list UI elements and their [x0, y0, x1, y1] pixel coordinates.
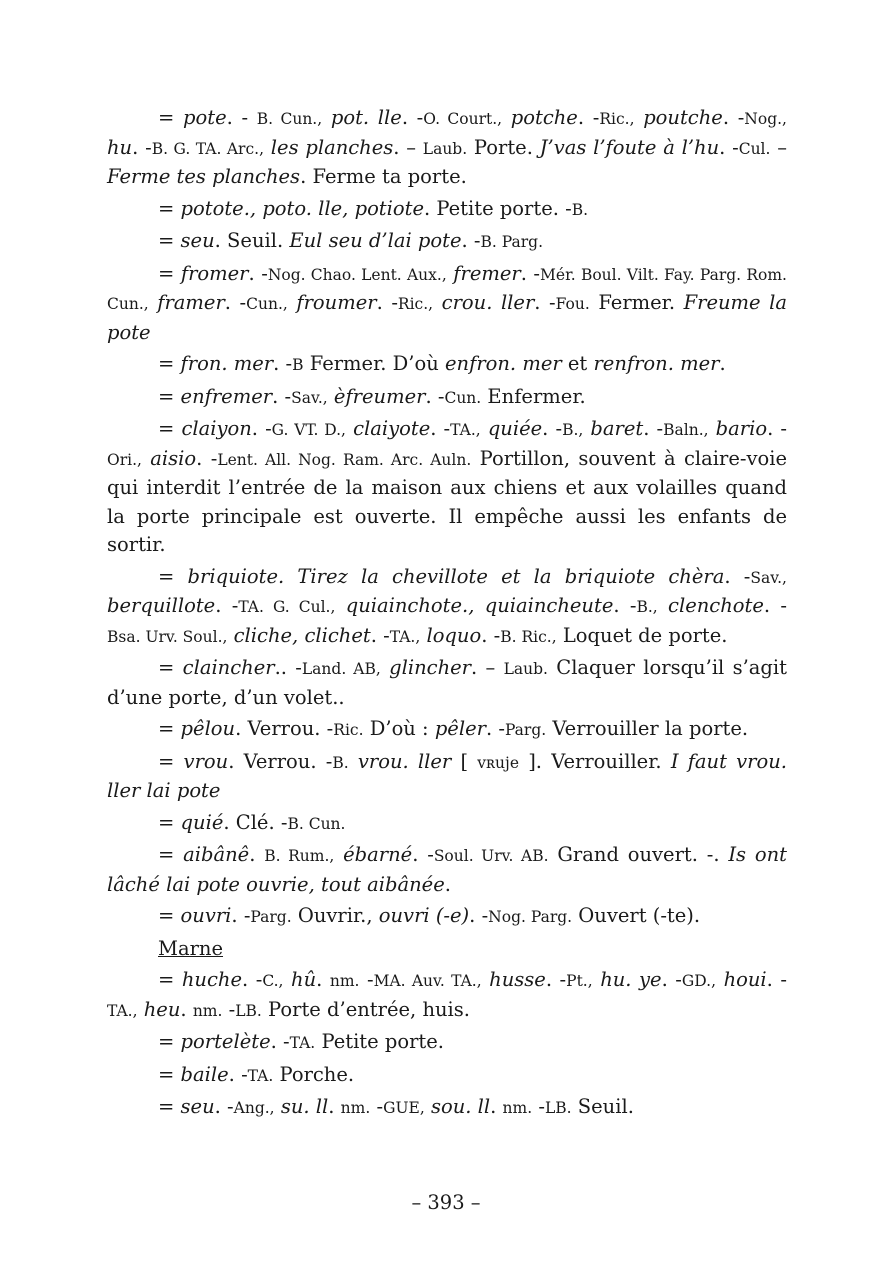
entry-text	[334, 843, 343, 866]
dialect-form: Freume la pote	[107, 291, 787, 344]
dictionary-entry	[107, 654, 787, 712]
locality-abbrev: B. G. TA. Arc.,	[151, 139, 265, 158]
entry-text: . -	[724, 564, 751, 588]
entry-text: .	[328, 1095, 341, 1118]
locality-abbrev: Bsa. Urv. Soul.,	[107, 627, 228, 646]
entry-text	[381, 656, 389, 679]
dialect-form: vrou	[183, 749, 229, 773]
locality-abbrev: TA.,	[389, 627, 421, 646]
dialect-form: loquo	[426, 623, 482, 647]
dialect-form: framer	[157, 291, 225, 314]
locality-abbrev: B. Parg.	[480, 233, 543, 251]
dialect-form: les planches	[270, 135, 394, 159]
entry-text: . -	[763, 594, 787, 617]
entry-text	[502, 106, 511, 129]
dialect-form: berquillote	[107, 594, 216, 617]
dialect-form: bario	[715, 417, 768, 440]
entry-text: . -	[226, 106, 257, 129]
dialect-form: quiée	[487, 417, 543, 440]
locality-abbrev: TA.	[289, 1034, 316, 1052]
entry-text: =	[158, 656, 183, 679]
locality-abbrev: O. Court.,	[423, 110, 503, 128]
dialect-form: hu	[107, 135, 133, 159]
dialect-form: pot. lle	[330, 106, 402, 129]
locality-abbrev: B.	[571, 200, 589, 219]
entry-text: . -	[461, 229, 481, 252]
entry-text: Claquer lorsqu’il s’agit d’une porte, d’un volet..	[107, 656, 787, 709]
entry-text: . –	[471, 656, 504, 679]
dictionary-entry	[107, 1061, 787, 1091]
locality-abbrev: B. Rum.,	[264, 847, 335, 865]
dialect-form: crou. ller	[441, 291, 535, 314]
entry-text: =	[158, 196, 181, 220]
locality-abbrev: Baln.,	[663, 421, 709, 439]
entry-text: . -	[661, 968, 682, 991]
dialect-form: enfron. mer	[445, 352, 562, 375]
dictionary-entry	[107, 260, 787, 348]
dialect-form: sou. ll	[430, 1095, 491, 1118]
dialect-form: renfron. mer	[593, 352, 720, 375]
locality-abbrev: Laub.	[503, 660, 548, 678]
locality-abbrev: Cul.	[738, 139, 771, 158]
dialect-form: ouvri (-e)	[378, 904, 470, 927]
entry-text: . -	[215, 594, 239, 617]
locality-abbrev: Land. AB,	[301, 660, 381, 678]
locality-abbrev: GD.,	[681, 972, 717, 990]
dialect-form: claiyote	[353, 417, 431, 440]
locality-abbrev: Mér. Boul. Vilt. Fay. Parg. Rom. Cun.,	[107, 265, 787, 313]
entry-text: . -	[273, 352, 293, 375]
entry-text: . -	[542, 417, 563, 440]
entry-text: Portillon, souvent à claire-voie qui interdit l’entrée de la maison aux chiens et aux volailles quand la porte principale est ouverte. Il empêche aussi les enfants de sortir.	[107, 446, 788, 556]
locality-abbrev: Pt.,	[566, 972, 593, 990]
dictionary-entry	[107, 415, 787, 560]
dictionary-entry	[107, 715, 787, 745]
entry-text: . -	[248, 261, 268, 285]
entry-text: -	[222, 997, 236, 1021]
locality-abbrev: Ang.,	[233, 1099, 275, 1117]
locality-abbrev: C.,	[262, 972, 284, 990]
dialect-form: briquiote. Tirez la chevillote et la briquiote chèra	[187, 564, 725, 588]
locality-abbrev: MA. Auv. TA.,	[373, 972, 482, 990]
entry-text: . -	[577, 106, 600, 129]
entry-text: . Verrou. -	[228, 749, 333, 773]
locality-abbrev: Ric.,	[397, 295, 434, 313]
dialect-form: vrou. ller	[357, 749, 452, 773]
dialect-form: poutche	[643, 106, 723, 129]
locality-abbrev: Sav.,	[750, 568, 787, 587]
dialect-form: portelète	[180, 1030, 271, 1053]
locality-abbrev: B.,	[636, 598, 658, 616]
entry-text: . -	[469, 904, 489, 927]
dictionary-entry	[107, 748, 787, 806]
locality-abbrev: vʀuje	[477, 753, 519, 772]
entry-text: Ouvert (-te).	[572, 904, 701, 927]
locality-abbrev: B.	[332, 753, 349, 772]
entry-text: =	[158, 261, 181, 285]
dialect-form: aibânê	[183, 843, 250, 866]
dictionary-entry	[107, 227, 787, 257]
dialect-form: baile	[180, 1062, 229, 1086]
entry-text: . -	[485, 717, 505, 740]
entry-text	[635, 106, 644, 129]
entry-text	[149, 291, 158, 314]
entry-text: . -	[722, 106, 745, 129]
entry-text: Ouvrir.,	[291, 904, 379, 927]
entry-text	[283, 968, 291, 991]
entry-text: et	[561, 352, 594, 375]
page-number: – 393 –	[411, 1191, 481, 1214]
entry-text: . -	[231, 904, 251, 927]
locality-abbrev: Soul. Urv. AB.	[433, 847, 549, 865]
entry-text: D’où :	[363, 717, 435, 740]
dictionary-entry	[107, 966, 787, 1025]
entry-text: . -	[370, 623, 390, 647]
locality-abbrev: GUE,	[383, 1099, 425, 1117]
entry-text: –	[770, 135, 787, 159]
entry-text: =	[158, 904, 181, 927]
entry-text: .	[249, 843, 265, 866]
locality-abbrev: TA.	[247, 1066, 274, 1085]
entry-text: . -	[481, 623, 501, 647]
locality-abbrev: Parg.	[250, 908, 292, 926]
locality-abbrev: LB.	[544, 1099, 572, 1117]
dialect-form: J’vas l’foute à l’hu	[539, 135, 720, 159]
locality-abbrev: B	[292, 356, 304, 374]
entry-text: =	[158, 749, 184, 773]
entry-text: =	[158, 564, 188, 588]
entry-text: .	[316, 968, 330, 991]
entry-text: =	[158, 810, 181, 834]
locality-abbrev: B. Cun.	[287, 814, 346, 833]
entry-text: . -	[270, 1030, 290, 1053]
dictionary-entry	[107, 1028, 787, 1058]
dialect-form: claiyon	[181, 417, 252, 440]
entry-text: . –	[393, 135, 423, 159]
entry-text: . Verrou. -	[235, 717, 334, 740]
dialect-form: claincher	[182, 656, 275, 679]
dialect-form: pêler	[434, 717, 486, 740]
dictionary-entry	[107, 809, 787, 839]
locality-abbrev: Laub.	[422, 139, 468, 158]
locality-abbrev: Cun.,	[246, 295, 288, 313]
dialect-form: su. ll	[280, 1095, 329, 1118]
entry-text: =	[158, 384, 181, 408]
locality-abbrev: nm.	[192, 1001, 223, 1020]
entry-text: . -	[376, 291, 398, 314]
dialect-form: I faut vrou. ller lai pote	[107, 749, 787, 802]
dialect-form: Ferme tes planches	[107, 165, 301, 188]
dictionary-entry	[107, 935, 787, 964]
dialect-form: clenchote	[668, 594, 764, 617]
locality-abbrev: Ric.	[333, 721, 364, 739]
locality-abbrev: B. Ric.,	[500, 627, 557, 646]
locality-abbrev: Ori.,	[107, 450, 142, 469]
locality-abbrev: Sav.,	[291, 388, 328, 407]
entry-text: =	[158, 352, 181, 375]
locality-abbrev: LB.	[235, 1001, 262, 1020]
dialect-form: heu	[143, 997, 181, 1021]
entry-text: .. -	[274, 656, 302, 679]
entry-text	[322, 106, 331, 129]
dialect-form: potote., poto. lle, potiote	[180, 196, 424, 220]
entry-text: .	[719, 352, 726, 375]
entry-text: Grand ouvert. -.	[548, 843, 729, 866]
entry-text: =	[158, 843, 184, 866]
dialect-form: cliche, clichet	[233, 623, 371, 647]
locality-abbrev: Lent. All. Nog. Ram. Arc. Auln.	[217, 450, 472, 469]
dialect-form: Eul seu d’lai pote	[289, 229, 462, 252]
entry-text	[433, 291, 442, 314]
entry-text: =	[158, 1095, 181, 1118]
entry-text: . -	[272, 384, 292, 408]
locality-abbrev: nm.	[502, 1099, 533, 1117]
entry-text: =	[158, 717, 181, 740]
entry-text: .	[444, 872, 451, 896]
entry-text: . Clé. -	[223, 810, 288, 834]
dialect-form: enfremer	[180, 384, 273, 408]
locality-abbrev: TA.,	[450, 421, 481, 439]
dialect-form: glincher	[389, 656, 471, 679]
dialect-form: hû	[291, 968, 317, 991]
entry-text	[481, 417, 488, 440]
locality-abbrev: G. VT. D.,	[271, 421, 346, 439]
entry-text: .	[180, 997, 193, 1021]
entry-text: . -	[613, 594, 637, 617]
entry-text: =	[158, 1030, 181, 1053]
entry-text: . Ferme ta porte.	[300, 165, 467, 188]
locality-abbrev: Fou.	[555, 295, 590, 313]
entry-text: Loquet de porte.	[556, 623, 728, 647]
locality-abbrev: nm.	[340, 1099, 371, 1117]
entry-text: =	[158, 417, 182, 440]
entry-text: . -	[534, 291, 556, 314]
dictionary-entry	[107, 841, 787, 899]
locality-abbrev: Parg.	[504, 721, 547, 739]
entry-text: . Seuil.	[214, 229, 290, 252]
entry-text: . -	[412, 843, 434, 866]
entry-text: . -	[643, 417, 664, 440]
entry-text: . -	[425, 384, 445, 408]
entry-text: Fermer. D’où	[303, 352, 445, 375]
entry-text: . -	[196, 446, 218, 470]
entry-text: =	[158, 229, 181, 252]
entry-text: Porche.	[273, 1062, 355, 1086]
dictionary-entry	[107, 195, 787, 225]
entry-text: =	[158, 1062, 181, 1086]
entry-text: . -	[401, 106, 424, 129]
dialect-form: huche	[181, 968, 242, 991]
dialect-form: fromer	[180, 261, 249, 285]
entry-text: -	[532, 1095, 545, 1118]
entry-text: ]. Verrouiller.	[519, 749, 671, 773]
dialect-form: seu	[180, 1095, 215, 1118]
dialect-form: quié	[180, 810, 224, 834]
dialect-form: èfreumer	[333, 384, 426, 408]
entry-text: . -	[132, 135, 152, 159]
entry-text: . -	[228, 1062, 248, 1086]
entry-text: . -	[224, 291, 247, 314]
entry-text: Porte.	[467, 135, 540, 159]
dictionary-entry	[107, 383, 787, 413]
entry-text: Verrouiller la porte.	[546, 717, 749, 740]
entry-text: . -	[242, 968, 263, 991]
entry-text	[264, 136, 271, 159]
dialect-form: pote	[183, 106, 227, 129]
entry-text	[716, 968, 724, 991]
locality-abbrev: TA. G. Cul.,	[238, 598, 336, 616]
dialect-form: houi	[723, 968, 767, 991]
entry-text: . -	[767, 417, 787, 440]
entry-text: . -	[766, 968, 787, 991]
entry-text: . -	[545, 968, 567, 991]
dialect-form: fremer	[453, 261, 521, 285]
entry-text: =	[158, 106, 184, 129]
entry-text: .	[490, 1095, 503, 1118]
dialect-form: pêlou	[180, 717, 236, 740]
entry-text: Enfermer.	[481, 384, 586, 408]
entry-text: Porte d’entrée, huis.	[261, 997, 470, 1021]
locality-abbrev: B.,	[562, 421, 584, 439]
locality-abbrev: Nog.,	[744, 110, 787, 128]
entry-text	[658, 594, 668, 617]
entry-text: . Petite porte. -	[424, 196, 572, 220]
dialect-form: fron. mer	[180, 352, 274, 375]
dictionary-entry	[107, 350, 787, 380]
dialect-form: seu	[180, 229, 215, 252]
page-body	[107, 104, 787, 1126]
dialect-form: baret	[590, 417, 644, 440]
entry-text: . -	[719, 135, 739, 159]
dictionary-entry	[107, 902, 787, 932]
entry-text: Seuil.	[571, 1095, 634, 1118]
locality-abbrev: Ric.,	[599, 110, 635, 128]
entry-text	[709, 417, 716, 440]
entry-text	[335, 594, 345, 617]
dictionary-entry	[107, 104, 787, 192]
dialect-form: aisio	[150, 446, 197, 470]
entry-text: Fermer.	[589, 291, 684, 314]
entry-text	[349, 750, 358, 773]
entry-text: . -	[214, 1095, 234, 1118]
locality-abbrev: Nog. Chao. Lent. Aux.,	[267, 265, 447, 284]
entry-text: [	[451, 749, 478, 773]
entry-text: -	[370, 1095, 384, 1118]
locality-abbrev: Cun.	[444, 388, 482, 407]
locality-abbrev: nm.	[329, 972, 360, 990]
dialect-form: quiainchote., quiaincheute	[345, 594, 614, 617]
entry-text: =	[158, 968, 182, 991]
entry-text: . -	[251, 417, 272, 440]
section-heading: Marne	[158, 936, 224, 960]
locality-abbrev: B. Cun.,	[256, 110, 323, 128]
locality-abbrev: Nog. Parg.	[488, 908, 573, 926]
entry-text: Petite porte.	[315, 1030, 444, 1053]
dictionary-entry	[107, 563, 787, 652]
dialect-form: ouvri	[180, 904, 232, 927]
entry-text: . -	[520, 261, 541, 285]
dialect-form: Is ont lâché lai pote ouvrie, tout aibânée	[107, 843, 788, 896]
dialect-form: froumer	[296, 291, 377, 314]
dictionary-entry	[107, 1093, 787, 1123]
dialect-form: husse	[489, 968, 546, 991]
entry-text: . -	[430, 417, 451, 440]
dialect-form: ébarné	[343, 843, 413, 866]
entry-text: -	[359, 968, 374, 991]
dialect-form: hu. ye	[600, 968, 662, 991]
locality-abbrev: TA.,	[107, 1001, 138, 1020]
dialect-form: potche	[510, 106, 578, 129]
